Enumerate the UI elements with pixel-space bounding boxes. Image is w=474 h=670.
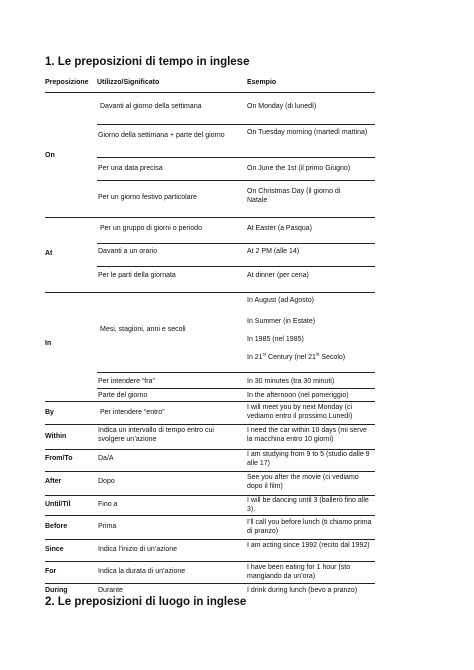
rule-after: [45, 495, 375, 496]
example-in-2: In Summer (in Estate): [247, 318, 316, 325]
century-sup-a: st: [262, 351, 267, 357]
usage-within: Indica un intervallo di tempo entro cui svolgere un’azione: [98, 427, 214, 443]
usage-on-1: Davanti al giorno della settimana: [100, 103, 202, 110]
prep-before: Before: [45, 523, 68, 530]
prep-at: At: [45, 250, 53, 257]
rule-in-2: [97, 388, 375, 389]
usage-on-2: Giorno della settimana + parte del giorno: [98, 132, 225, 139]
usage-fromto: Da/A: [98, 455, 114, 462]
usage-during: Durante: [98, 587, 123, 594]
usage-since: Indica l’inizio di un’azione: [98, 546, 177, 553]
usage-after: Dopo: [98, 478, 115, 485]
example-on-3: On June the 1st (il primo Giugno): [247, 165, 351, 172]
century-part-a: In 21: [247, 354, 263, 361]
prep-by: By: [45, 409, 54, 416]
example-fromto: I am studying from 9 to 5 (studio dalle 9 alle 17): [247, 451, 370, 467]
prep-after: After: [45, 478, 62, 485]
rule-fromto: [45, 471, 375, 472]
usage-in-6: Parte del giorno: [98, 392, 148, 399]
example-on-2: On Tuesday morning (martedì mattina): [247, 129, 368, 136]
usage-before: Prima: [98, 523, 117, 530]
usage-at-3: Per le parti della giornata: [98, 272, 176, 279]
usage-in-5: Per intendere “fra”: [98, 378, 155, 385]
example-within: I need the car within 10 days (mi serve la macchina entro 10 giorni): [247, 427, 367, 443]
example-in-3: In 1985 (nel 1985): [247, 336, 304, 343]
prep-within: Within: [45, 433, 67, 440]
rule-on-3: [97, 180, 375, 181]
prep-for: For: [45, 568, 57, 575]
example-until: I will be dancing until 3 (ballerò fino alle 3).: [247, 497, 369, 513]
usage-for: Indica la durata di un’azione: [98, 568, 186, 575]
rule-within: [45, 449, 375, 450]
prep-fromto: From/To: [45, 455, 73, 462]
example-at-1: At Easter (a Pasqua): [247, 225, 312, 232]
header-preposition: Preposizione: [45, 79, 89, 86]
usage-on-4: Per un giorno festivo particolare: [98, 194, 197, 201]
prep-in: In: [45, 340, 52, 347]
rule-since: [45, 561, 375, 562]
rule-on-2: [97, 157, 375, 158]
example-during: I drink during lunch (bevo a pranzo): [247, 587, 358, 594]
example-since: I am acting since 1992 (recito dal 1992): [247, 542, 370, 549]
example-after: See you after the movie (ci vediamo dopo il film): [247, 474, 359, 490]
example-before: I’ll call you before lunch (ti chiamo prima di pranzo): [247, 519, 372, 535]
usage-at-2: Davanti a un orario: [98, 248, 158, 255]
header-example: Esempio: [247, 79, 277, 86]
century-part-c: Secolo): [319, 354, 346, 361]
prep-on: On: [45, 152, 55, 159]
example-on-1: On Monday (di lunedì): [247, 103, 317, 110]
usage-until: Fino a: [98, 501, 118, 508]
usage-by: Per intendere “entro”: [100, 409, 165, 416]
example-by: I will meet you by next Monday (ci vediamo entro il prossimo Lunedì): [247, 404, 353, 420]
example-for: I have been eating for 1 hour (sto mangiando da un’ora): [247, 564, 351, 580]
rule-in-1: [97, 372, 375, 373]
example-at-3: At dinner (per cena): [247, 272, 309, 279]
usage-on-3: Per una data precisa: [98, 165, 163, 172]
rule-on-1: [97, 124, 375, 125]
example-in-6: In the afternoon (nel pomeriggio): [247, 392, 349, 399]
rule-before: [45, 539, 375, 540]
prep-until: Until/Til: [45, 501, 71, 508]
rule-header: [45, 92, 375, 93]
rule-for: [45, 583, 375, 584]
rule-by: [45, 424, 375, 425]
example-on-4: On Christmas Day (il giorno di Natale: [247, 188, 341, 204]
rule-at-1: [97, 243, 375, 244]
section-title-place: 2. Le preposizioni di luogo in inglese: [45, 596, 247, 608]
header-usage: Utilizzo/Significato: [97, 79, 160, 86]
example-in-1: In August (ad Agosto): [247, 297, 314, 304]
rule-at-2: [97, 266, 375, 267]
section-title-time: 1. Le preposizioni di tempo in inglese: [45, 56, 250, 68]
example-in-5: In 30 minutes (tra 30 minuti): [247, 378, 335, 385]
century-part-b: Century (nel 21: [266, 354, 316, 361]
usage-in-block: Mesi, stagioni, anni e secoli: [100, 326, 186, 333]
prep-during: During: [45, 587, 68, 594]
rule-until: [45, 515, 375, 516]
rule-in-end: [45, 401, 375, 402]
rule-on-end: [45, 217, 375, 218]
prep-since: Since: [45, 546, 64, 553]
rule-at-end: [45, 292, 375, 293]
usage-at-1: Per un gruppo di giorni o periodo: [100, 225, 202, 232]
century-sup-b: st: [315, 351, 320, 357]
example-at-2: At 2 PM (alle 14): [247, 248, 300, 255]
example-in-4: [247, 351, 377, 363]
